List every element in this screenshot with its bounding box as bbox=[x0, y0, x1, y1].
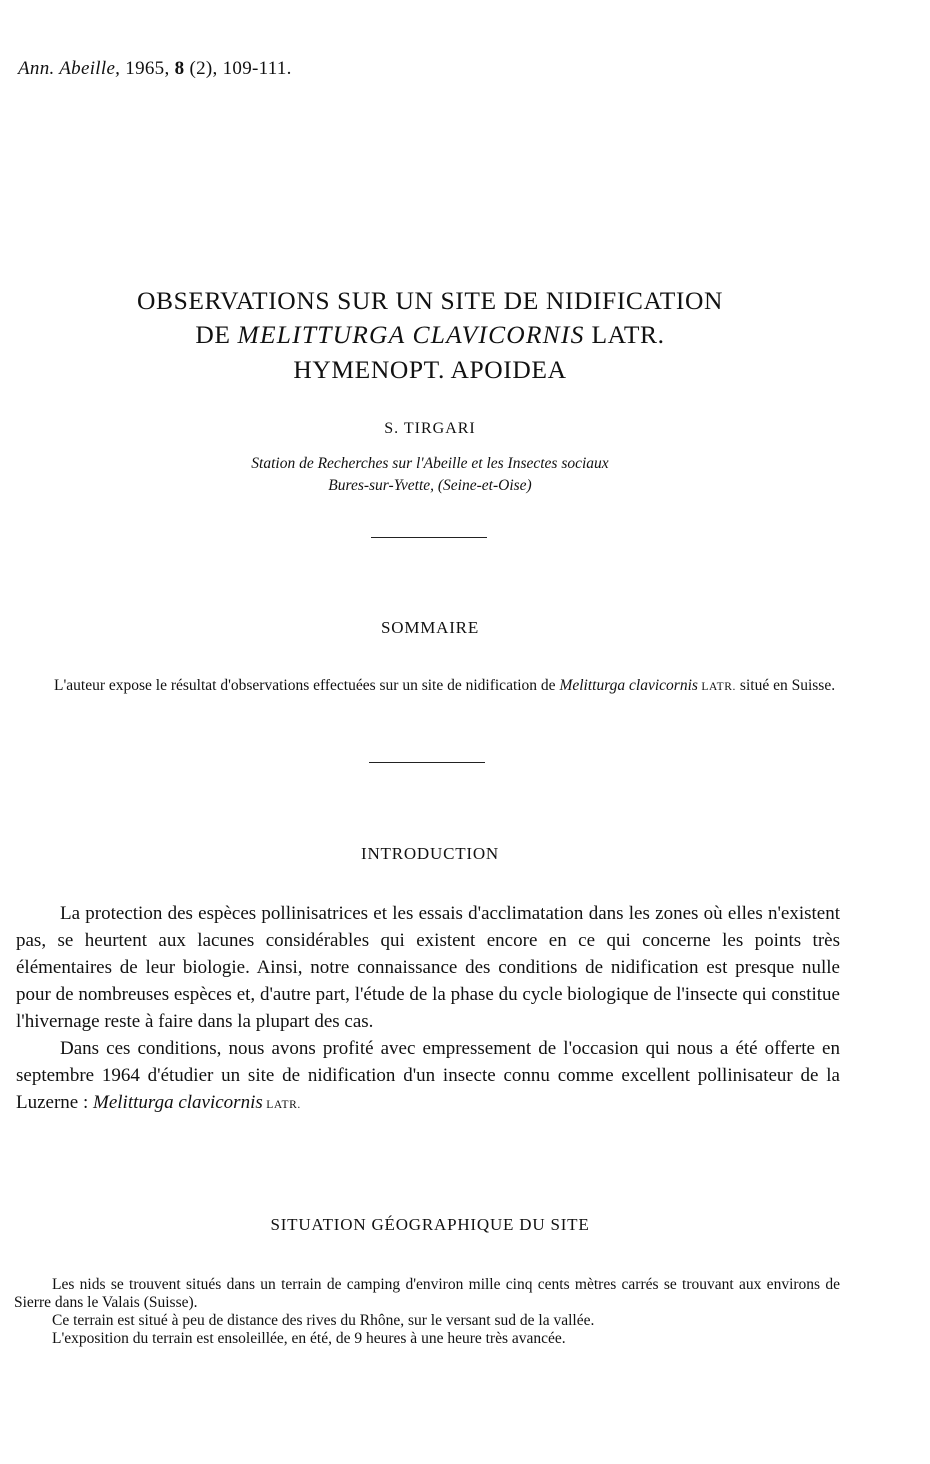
introduction-body bbox=[16, 900, 840, 1119]
introduction-paragraph-2-text: Dans ces conditions, nous avons profité avec empressement de l'occasion qui nous a été offerte en septembre 1964 d'étudier un site de nidification d'un insecte connu comme excellent pollinisateur de la Luzerne : bbox=[16, 1038, 840, 1113]
title-species: MELITTURGA CLAVICORNIS bbox=[237, 320, 585, 349]
affiliation-line-1: Station de Recherches sur l'Abeille et les Insectes sociaux bbox=[251, 455, 609, 472]
situation-paragraph-3: L'exposition du terrain est ensoleillée, en été, de 9 heures à une heure très avancée. bbox=[52, 1330, 566, 1347]
introduction-heading: INTRODUCTION bbox=[360, 844, 500, 863]
divider-rule bbox=[371, 537, 487, 538]
summary-text-a: L'auteur expose le résultat d'observations effectuées sur un site de nidification de bbox=[54, 677, 560, 694]
summary-text bbox=[16, 677, 842, 696]
summary-text-b: situé en Suisse. bbox=[736, 677, 836, 694]
journal-name: Ann. Abeille, bbox=[18, 58, 121, 79]
introduction-paragraph-2 bbox=[16, 1035, 840, 1119]
situation-heading: SITUATION GÉOGRAPHIQUE DU SITE bbox=[270, 1215, 590, 1234]
divider-rule bbox=[369, 762, 485, 763]
summary-heading: SOMMAIRE bbox=[380, 618, 480, 637]
title-line-2-prefix: DE bbox=[195, 320, 238, 349]
introduction-species: Melitturga clavicornis bbox=[93, 1092, 263, 1113]
introduction-abbr: LATR. bbox=[262, 1099, 301, 1111]
situation-paragraph-1: Les nids se trouvent situés dans un terrain de camping d'environ mille cinq cents mètres carrés se trouvant aux environs de Sierre dans le Valais (Suisse). bbox=[14, 1276, 840, 1311]
title-line-1: OBSERVATIONS SUR UN SITE DE NIDIFICATION bbox=[136, 286, 724, 315]
introduction-paragraph-1: La protection des espèces pollinisatrices et les essais d'acclimatation dans les zones où elles n'existent pas, se heurtent aux lacunes considérables qui existent encore en ce qui concerne les points très élémentaires de leur biologie. Ainsi, notre connaissance des conditions de nidification est presque nulle pour de nombreuses espèces et, d'autre part, l'étude de la phase du cycle biologique de l'insecte qui constitue l'hivernage reste à faire dans la plupart des cas. bbox=[16, 903, 840, 1032]
author: S. TIRGARI bbox=[384, 420, 476, 437]
citation bbox=[18, 58, 292, 80]
citation-year: 1965, bbox=[120, 58, 170, 79]
summary-species: Melitturga clavicornis bbox=[559, 677, 698, 694]
citation-issue-pages: (2), 109-111. bbox=[184, 58, 292, 79]
title-line-2 bbox=[0, 320, 860, 350]
title-line-3: HYMENOPT. APOIDEA bbox=[293, 355, 567, 384]
situation-paragraph-2: Ce terrain est situé à peu de distance des rives du Rhône, sur le versant sud de la vallée. bbox=[52, 1312, 595, 1329]
citation-volume: 8 bbox=[169, 58, 185, 79]
situation-body bbox=[14, 1276, 840, 1348]
summary-abbr: LATR. bbox=[697, 681, 737, 693]
affiliation-line-2: Bures-sur-Yvette, (Seine-et-Oise) bbox=[328, 477, 532, 494]
title-line-2-suffix: LATR. bbox=[584, 320, 665, 349]
